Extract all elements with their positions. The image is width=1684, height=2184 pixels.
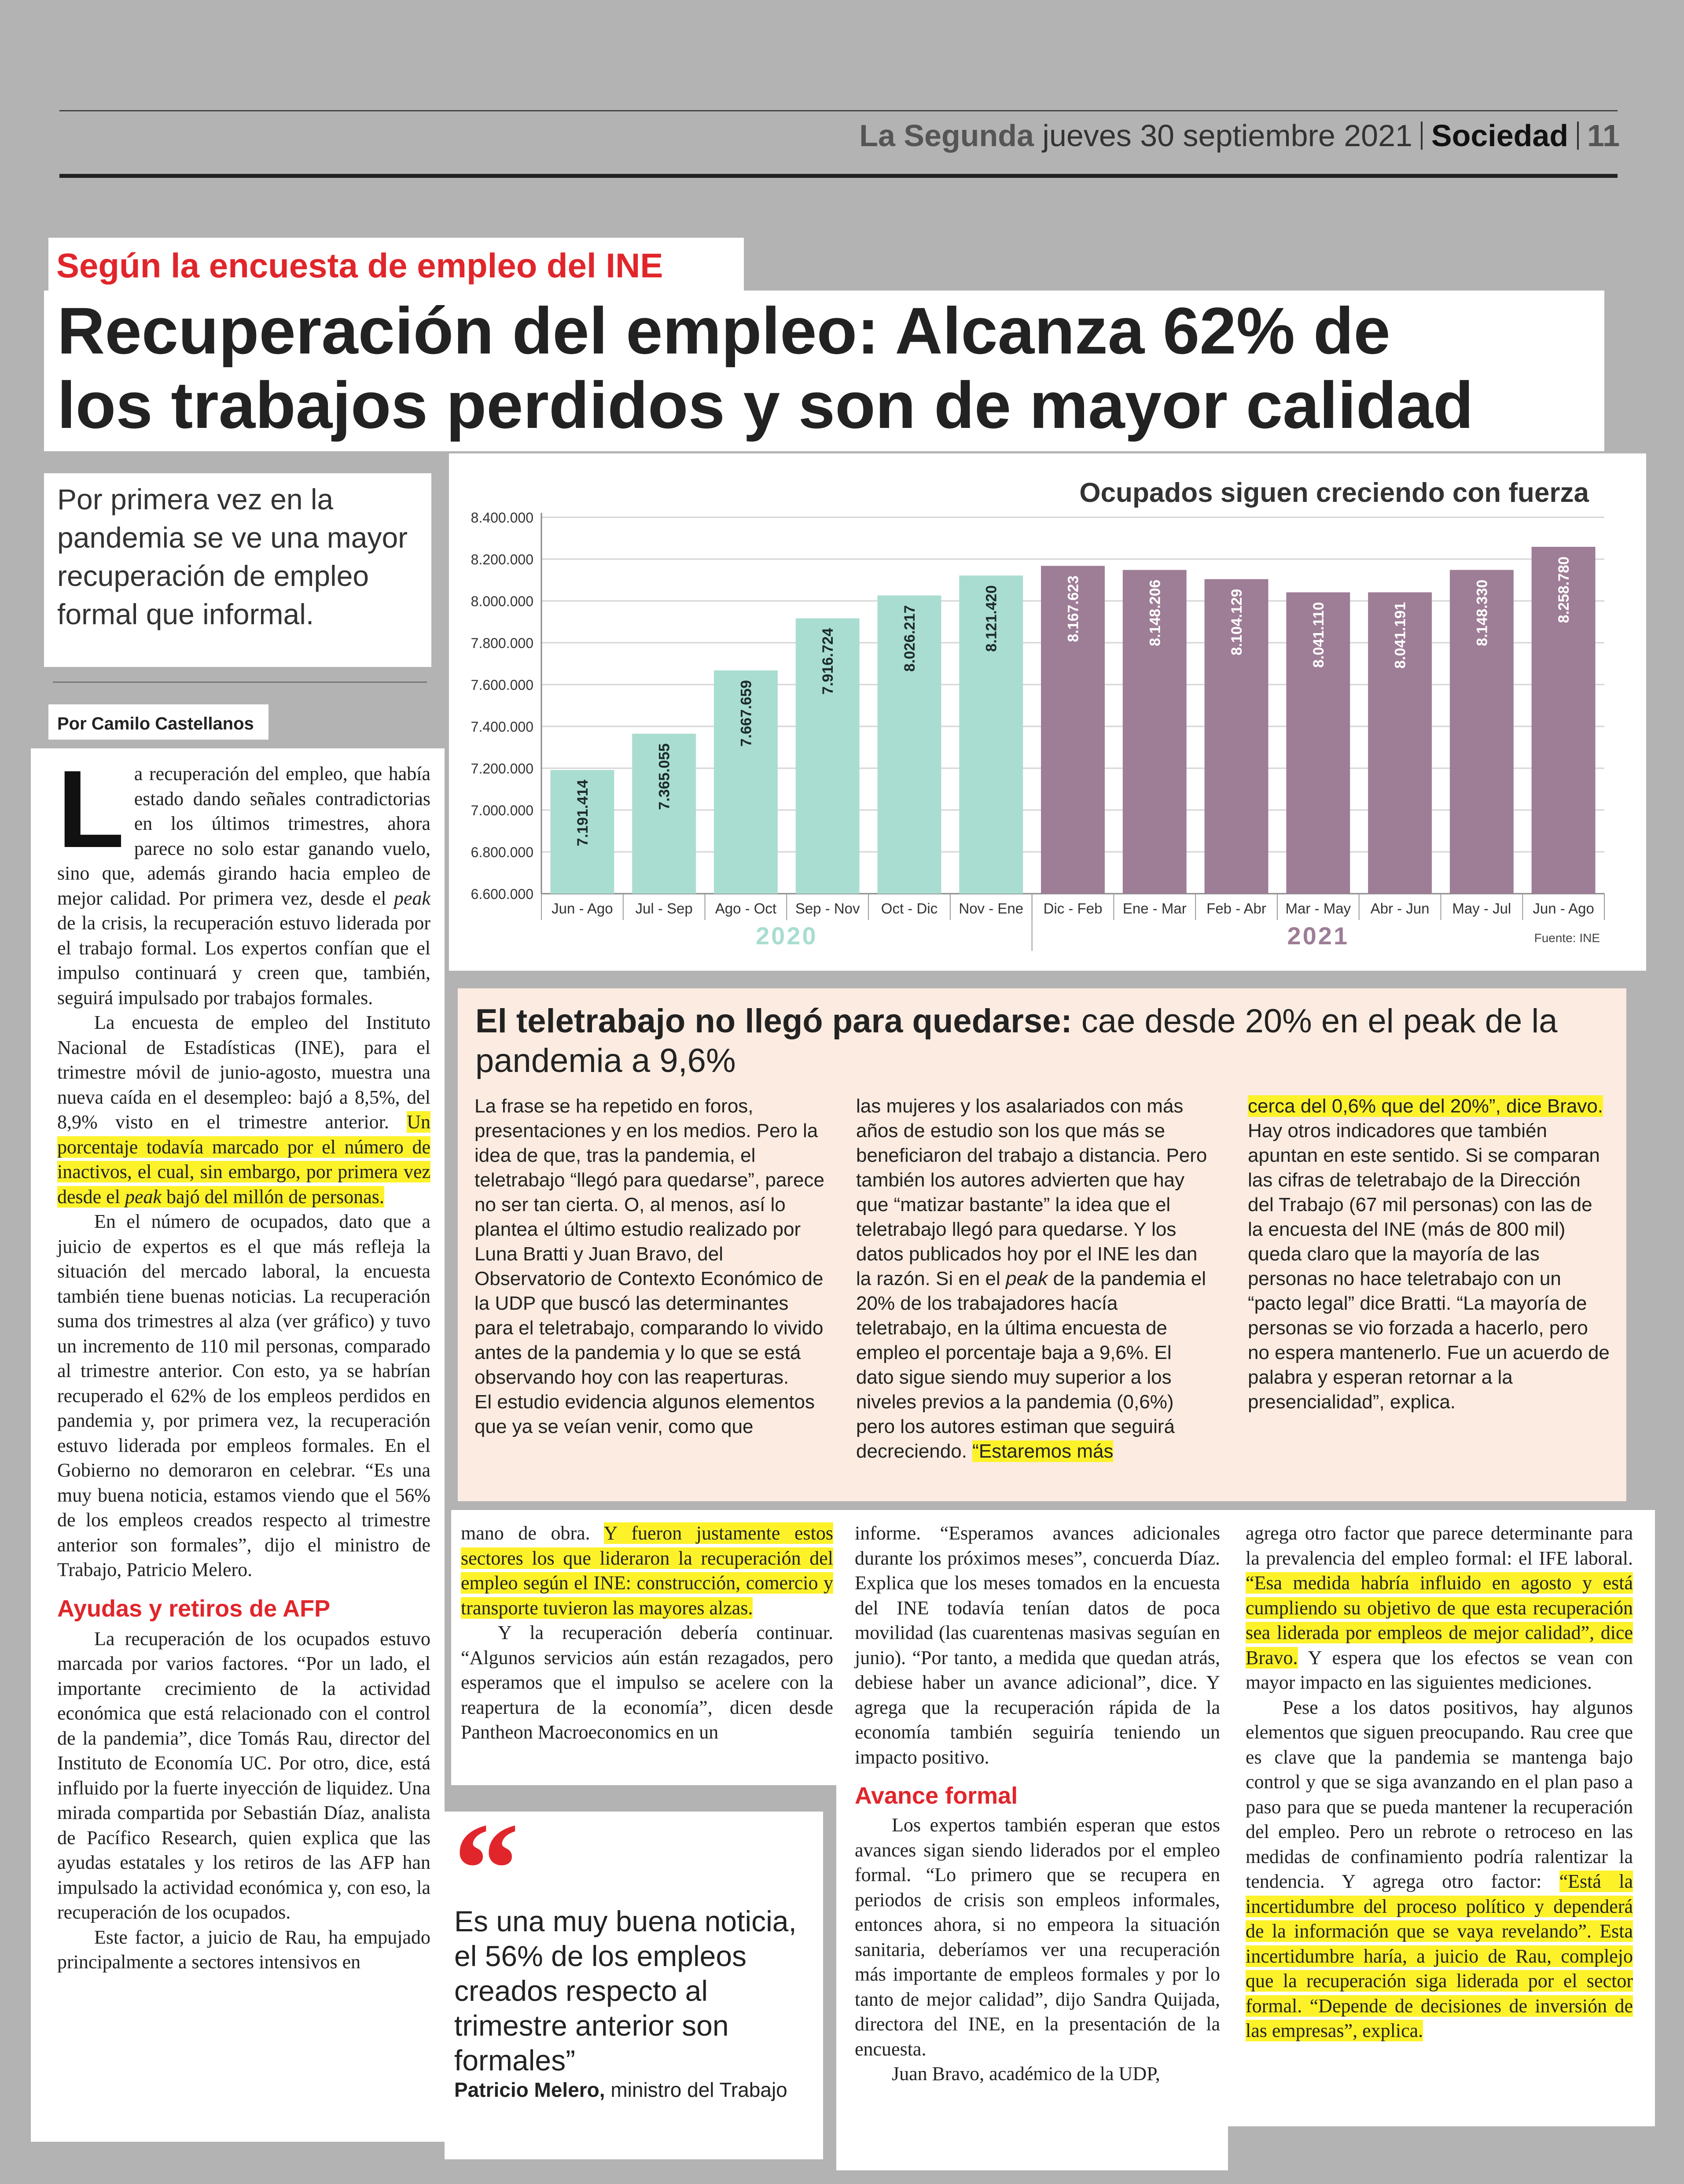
data-label: 8.258.780	[1555, 556, 1573, 623]
subhead-avance-formal: Avance formal	[855, 1783, 1018, 1809]
x-tick-label: Ene - Mar	[1122, 900, 1187, 917]
y-tick-label: 6.800.000	[471, 844, 533, 860]
column-3: informe. “Esperamos avances adicionales durante los próximos meses”, concuerda Díaz. Explica que los meses tomados en la encuesta del INE todavía tenían datos de poca movilidad (las cuarentenas masivas seguían en junio). “Por tanto, a medida que quedan atrás, debiese haber un avance adicional”, dice. Y agrega que la recuperación rápida de la economía también seguiría teniendo un impacto positivo. Avance formal Los expertos también esperan que estos avances sigan siendo liderados por el empleo formal. “Lo primero que se recupera en periodos de crisis son empleos informales, entonces ahora, si no empeora la situación sanitaria, deberíamos ver una recuperación más importante de empleos formales y por lo tanto de mejor calidad”, dijo Sandra Quijada, directora del INE, en la presentación de la encuesta. Juan Bravo, académico de la UDP,	[836, 1510, 1228, 2170]
data-label: 8.148.206	[1147, 579, 1164, 646]
deck-rule	[53, 681, 427, 683]
data-label: 8.148.330	[1474, 579, 1491, 646]
data-label: 7.916.724	[820, 628, 837, 695]
subhead-ayudas: Ayudas y retiros de AFP	[57, 1595, 331, 1622]
y-tick-label: 6.600.000	[471, 886, 533, 902]
column-1: La recuperación del empleo, que había estado dando señales contradictorias en los últimos trimestres, ahora parece no solo estar ganando vuelo, sino que, además girando hacia empleo de mejor calidad. Por primera vez, desde el peak de la crisis, la recuperación estuvo liderada por el trabajo formal. Los expertos confían que el impulso continuará y creen que, también, seguirá impulsado por trabajos formales. La encuesta de empleo del Instituto Nacional de Estadísticas (INE), para el trimestre móvil de junio-agosto, muestra una nueva caída en el desempleo: bajó a 8,5%, del 8,9% visto en el trimestre anterior. Un porcentaje todavía marcado por el número de inactivos, el cual, sin embargo, por primera vez desde el peak bajó del millón de personas. En el número de ocupados, dato que a juicio de expertos es el que más refleja la situación del mercado laboral, la encuesta también tiene buenas noticias. La recuperación suma dos trimestres al alza (ver gráfico) y tuvo un incremento de 110 mil personas, comparado al trimestre anterior. Con esto, ya se habrían recuperado el 62% de los empleos perdidos en pandemia y, por primera vez, la recuperación estuvo liderada por empleos formales. En el Gobierno no demoraron en celebrar. “Es una muy buena noticia, estamos viendo que el 56% de los empleos creados respecto al trimestre anterior son formales”, dijo el ministro de Trabajo, Patricio Melero. Ayudas y retiros de AFP La recuperación de los ocupados estuvo marcada por varios factores. “Por un lado, el importante crecimiento de la actividad económica que está relacionado con el control de la pandemia”, dice Tomás Rau, director del Instituto de Economía UC. Por otro, dice, está influido por la fuerte inyección de liquidez. Una mirada compartida por Sebastián Díaz, analista de Pacífico Research, quien explica que las ayudas estatales y los retiros de las AFP han impulsado la actividad económica y, con eso, la recuperación de los ocupados. Este factor, a juicio de Rau, ha empujado principalmente a sectores intensivos en	[31, 748, 445, 2142]
highlight: Un porcentaje todavía marcado por el número de inactivos, el cual, sin embargo, por primera vez desde el peak bajó del millón de personas.	[57, 1111, 430, 1208]
kicker: Según la encuesta de empleo del INE	[48, 238, 744, 291]
y-tick-label: 8.400.000	[471, 510, 533, 526]
x-tick-label: Feb - Abr	[1206, 900, 1266, 917]
data-label: 7.667.659	[738, 680, 755, 747]
y-tick-label: 7.000.000	[471, 803, 533, 818]
column-2: mano de obra. Y fueron justamente estos sectores los que lideraron la recuperación del empleo según el INE: construcción, comercio y transporte tuvieron las mayores alzas. Y la recuperación debería continuar. “Algunos servicios aún están rezagados, pero esperamos que el impulso se acelere con la reapertura de la economía”, dicen desde Pantheon Macroeconomics en un	[451, 1510, 843, 1785]
x-tick-label: Mar - May	[1285, 900, 1351, 917]
data-label: 8.167.623	[1065, 575, 1082, 642]
quote-text: Es una muy buena noticia, el 56% de los empleos creados respecto al trimestre anterior son formales”	[454, 1905, 797, 2077]
dropcap: L	[57, 748, 125, 870]
x-tick-label: Dic - Feb	[1043, 900, 1103, 917]
x-tick-label: Sep - Nov	[795, 900, 860, 917]
quote-attribution: Patricio Melero, ministro del Trabajo	[454, 2078, 787, 2101]
data-label: 8.041.110	[1310, 602, 1327, 668]
section-name: Sociedad	[1431, 118, 1569, 153]
page-number: 11	[1587, 118, 1620, 153]
y-tick-label: 7.600.000	[471, 677, 533, 693]
byline: Por Camilo Castellanos	[48, 704, 268, 740]
headline-line-1: Recuperación del empleo: Alcanza 62% de	[57, 294, 1390, 368]
x-tick-label: Jun - Ago	[1533, 900, 1594, 917]
year-label: 2021	[1287, 922, 1349, 950]
x-tick-label: Oct - Dic	[881, 900, 938, 917]
data-label: 8.121.420	[983, 585, 1000, 652]
x-tick-label: May - Jul	[1452, 900, 1511, 917]
y-tick-label: 7.400.000	[471, 719, 533, 735]
data-label: 8.026.217	[901, 605, 918, 672]
headline	[44, 291, 1604, 451]
issue-date: jueves 30 septiembre 2021	[1042, 118, 1412, 153]
deck-box	[44, 473, 431, 667]
data-label: 8.041.191	[1392, 602, 1409, 669]
x-tick-label: Nov - Ene	[959, 900, 1024, 917]
headline-line-2: los trabajos perdidos y son de mayor calidad	[57, 368, 1474, 442]
y-tick-label: 8.200.000	[471, 552, 533, 567]
data-label: 7.365.055	[656, 743, 673, 810]
telework-title: El teletrabajo no llegó para quedarse: cae desde 20% en el peak de la pandemia a 9,6%	[475, 1002, 1558, 1079]
x-tick-label: Jun - Ago	[552, 900, 613, 917]
deck: Por primera vez en la pandemia se ve una mayor recuperación de empleo formal que informal.	[57, 483, 408, 630]
y-tick-label: 8.000.000	[471, 593, 533, 609]
header-rule-top	[59, 110, 1618, 111]
chart-source: Fuente: INE	[1534, 931, 1600, 945]
telework-box: El teletrabajo no llegó para quedarse: cae desde 20% en el peak de la pandemia a 9,6% La frase se ha repetido en foros, presentaciones y en los medios. Pero la idea de que, tras la pandemia, el teletrabajo “llegó para quedarse”, parece no ser tan cierta. O, al menos, así lo plantea el último estudio realizado por Luna Bratti y Juan Bravo, del Observatorio de Contexto Económico de la UDP que buscó las determinantes para el teletrabajo, comparando lo vivido antes de la pandemia y lo que se está observando hoy con las reaperturas. El estudio evidencia algunos elementos que ya se veían venir, como que las mujeres y los asalariados con más años de estudio son los que más se beneficiaron del trabajo a distancia. Pero también los autores advierten que hay que “matizar bastante” la idea que el teletrabajo llegó para quedarse. Y los datos publicados hoy por el INE les dan la razón. Si en el peak de la pandemia el 20% de los trabajadores hacía teletrabajo, en la última encuesta de empleo el porcentaje baja a 9,6%. El dato sigue siendo muy superior a los niveles previos a la pandemia (0,6%) pero los autores estiman que seguirá decreciendo. “Estaremos más cerca del 0,6% que del 20%”, dice Bravo. Hay otros indicadores que también apuntan en este sentido. Si se comparan las cifras de teletrabajo de la Dirección del Trabajo (67 mil personas) con las de la encuesta del INE (más de 800 mil) queda claro que la mayoría de las personas no hace teletrabajo con un “pacto legal” dice Bratti. “La mayoría de personas se vio forzada a hacerlo, pero no espera mantenerlo. Fue un acuerdo de palabra y esperan retornar a la presencialidad”, explica.	[458, 988, 1626, 1501]
page-header	[819, 118, 1620, 153]
x-tick-label: Jul - Sep	[635, 900, 693, 917]
column-4: agrega otro factor que parece determinante para la prevalencia del empleo formal: el IFE laboral. “Esa medida habría influido en agosto y está cumpliendo su objetivo de que esta recuperación sea liderada por empleos de mejor calidad”, dice Bravo. Y espera que los efectos se vean con mayor impacto en las siguientes mediciones. Pese a los datos positivos, hay algunos elementos que siguen preocupando. Rau cree que es clave que la pandemia se mantenga bajo control y que se siga avanzando en el plan paso a paso para que se pueda mantener la recuperación del empleo. Pero un rebrote o retroceso en las medidas de confinamiento podría ralentizar la tendencia. Y agrega otro factor: “Está la incertidumbre del proceso político y dependerá de la información que se vaya revelando”. Esta incertidumbre haría, a juicio de Rau, complejo que la recuperación siga liderada por el sector formal. “Depende de decisiones de inversión de las empresas”, explica.	[1228, 1510, 1655, 2126]
paper-name: La Segunda	[859, 118, 1034, 153]
y-tick-label: 7.200.000	[471, 761, 533, 777]
chart-panel	[449, 453, 1646, 971]
chart-title: Ocupados siguen creciendo con fuerza	[1079, 478, 1589, 508]
year-label: 2020	[756, 922, 818, 950]
header-rule-bottom	[59, 174, 1618, 178]
data-label: 8.104.129	[1228, 589, 1246, 656]
employment-bar-chart	[449, 453, 1646, 971]
quote-mark: “	[453, 1796, 519, 1942]
x-tick-label: Ago - Oct	[715, 900, 777, 917]
pull-quote	[445, 1796, 823, 2159]
x-tick-label: Abr - Jun	[1370, 900, 1430, 917]
data-label: 7.191.414	[574, 780, 591, 847]
y-tick-label: 7.800.000	[471, 635, 533, 651]
